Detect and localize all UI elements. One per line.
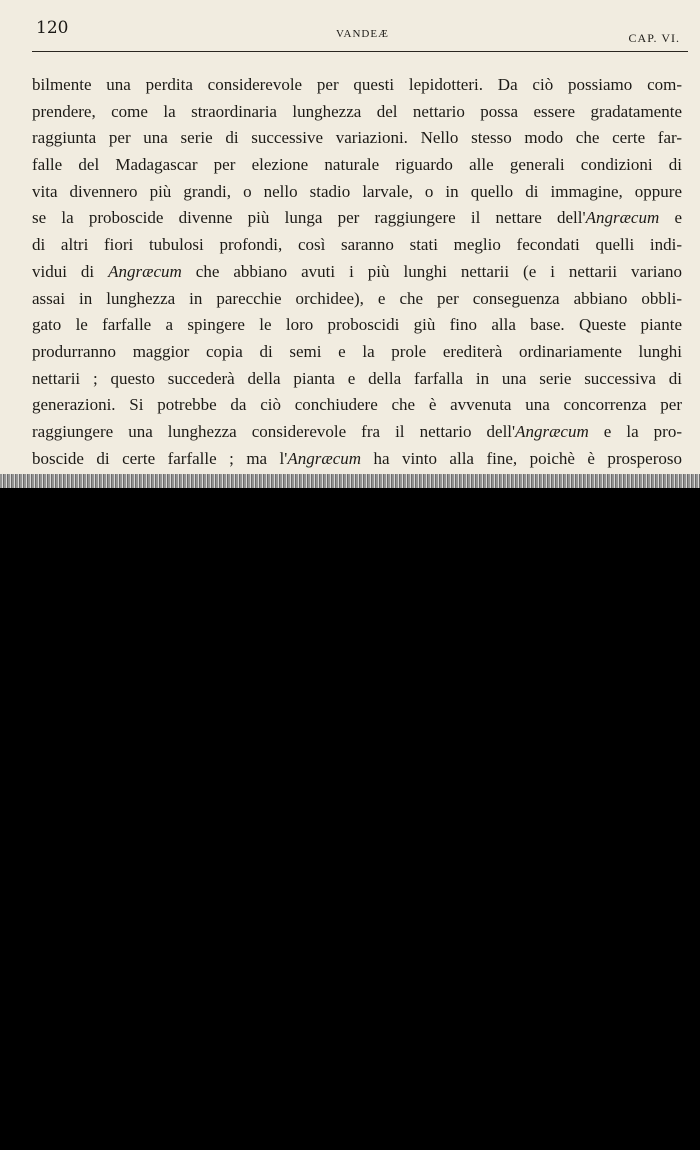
page-header [0,0,700,56]
text-segment: bilmente una perdita considerevole per questi lepidotteri. Da ciò possiamo com- [32,75,682,94]
page-number: 120 [36,18,69,38]
blank-scan-area [0,500,700,1150]
text-segment: boscide di certe farfalle ; ma l' [32,448,288,468]
text-segment: raggiungere una lunghezza considerevole fra il nettario dell' [32,421,516,441]
text-line [32,205,682,232]
italic-term: Angræcum [585,208,660,228]
text-segment: gato le farfalle a spingere le loro proboscidi giù fino alla base. Queste piante [32,315,682,335]
text-segment: di altri fiori tubulosi profondi, così saranno stati meglio fecondati quelli indi- [32,235,682,255]
text-segment: assai in lunghezza in parecchie orchidee), e che per conseguenza abbiano obbli- [32,288,682,308]
italic-term: Angræcum [287,448,362,468]
text-segment: produrranno maggior copia di semi e la prole erediterà ordinariamente lunghi [32,341,682,361]
text-line [32,312,682,339]
text-segment: raggiunta per una serie di successive variazioni. Nello stesso modo che certe far- [32,128,682,148]
text-line [32,179,682,206]
text-line [32,99,682,126]
book-page [0,0,700,488]
text-line [32,392,682,419]
running-title: VANDEÆ [336,28,389,40]
text-line [32,419,682,446]
italic-term: Angræcum [108,261,182,281]
text-segment: generazioni. Si potrebbe da ciò conchiudere che è avvenuta una concorrenza per [32,395,682,415]
text-segment: prendere, come la straordinaria lunghezza del nettario possa essere gradatamente [32,101,682,121]
scan-edge-artifact [0,474,700,488]
text-line [32,72,682,99]
text-line [32,232,682,259]
text-line [32,366,682,393]
text-line [32,152,682,179]
text-line [32,259,682,286]
text-segment: se la proboscide divenne più lunga per raggiungere il nettare dell' [32,208,586,228]
chapter-label: CAP. VI. [628,31,680,45]
text-segment: ha vinto alla fine, poichè è prosperoso [361,448,682,468]
text-line [32,286,682,313]
text-line [32,125,682,152]
header-rule [32,51,688,52]
text-segment: falle del Madagascar per elezione naturale riguardo alle generali condizioni di [32,155,682,175]
text-segment: che abbiano avuti i più lunghi nettarii (e i nettarii variano [181,261,683,281]
italic-term: Angræcum [515,421,589,441]
text-segment: e la pro- [588,421,683,441]
text-segment: e [659,208,682,228]
body-text [32,72,682,472]
text-segment: vita divennero più grandi, o nello stadio larvale, o in quello di immagine, oppure [32,181,682,201]
text-segment: nettarii ; questo succederà della pianta e della farfalla in una serie successiva di [32,368,682,388]
text-segment: vidui di [32,261,109,281]
text-line [32,339,682,366]
text-line [32,446,682,473]
